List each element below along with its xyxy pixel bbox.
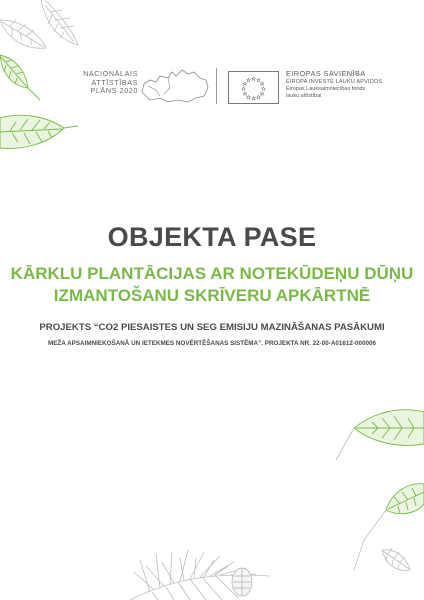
eu-line: lauku attīstībai: [286, 93, 322, 99]
document-subtitle: [0, 263, 424, 307]
national-plan-logo-text: [70, 70, 138, 96]
logo-divider: [216, 68, 217, 104]
eu-title: EIROPAS SAVIENĪBA: [286, 69, 366, 78]
eu-flag-icon: [228, 71, 279, 104]
national-plan-line: ATTĪSTĪBAS: [91, 77, 138, 87]
subtitle-line: KĀRKLU PLANTĀCIJAS AR NOTEKŪDEŅU DŪŅU: [10, 264, 414, 283]
project-number-line: MEŽA APSAIMNIEKOŠANĀ UN IETEKMES NOVĒRTĒŠANAS SISTĒMA”. PROJEKTA NR. 22-00-A01612-000006: [47, 340, 377, 347]
subtitle-line: IZMANTOŠANU SKRĪVERU APKĀRTNĒ: [53, 286, 371, 305]
eu-line: EIROPA INVESTĒ LAUKU APVIDOS: [286, 79, 383, 85]
pine-branch-icon: [130, 510, 310, 600]
national-plan-line: NACIONĀLAIS: [83, 69, 138, 78]
page-title: OBJEKTA PASE: [107, 222, 317, 252]
logo-band: [70, 62, 383, 112]
national-plan-line: PLĀNS 2020: [90, 86, 138, 96]
eu-line: Eiropas Lauksaimniecības fonds: [286, 86, 366, 92]
latvia-map-outline-icon: [138, 66, 212, 106]
eu-logo-text: [286, 69, 396, 100]
project-title-line: PROJEKTS “CO2 PIESAISTES UN SEG EMISIJU MAZINĀŠANAS PASĀKUMI: [39, 322, 385, 333]
birch-leaves-bottom-right-icon: [324, 400, 424, 600]
